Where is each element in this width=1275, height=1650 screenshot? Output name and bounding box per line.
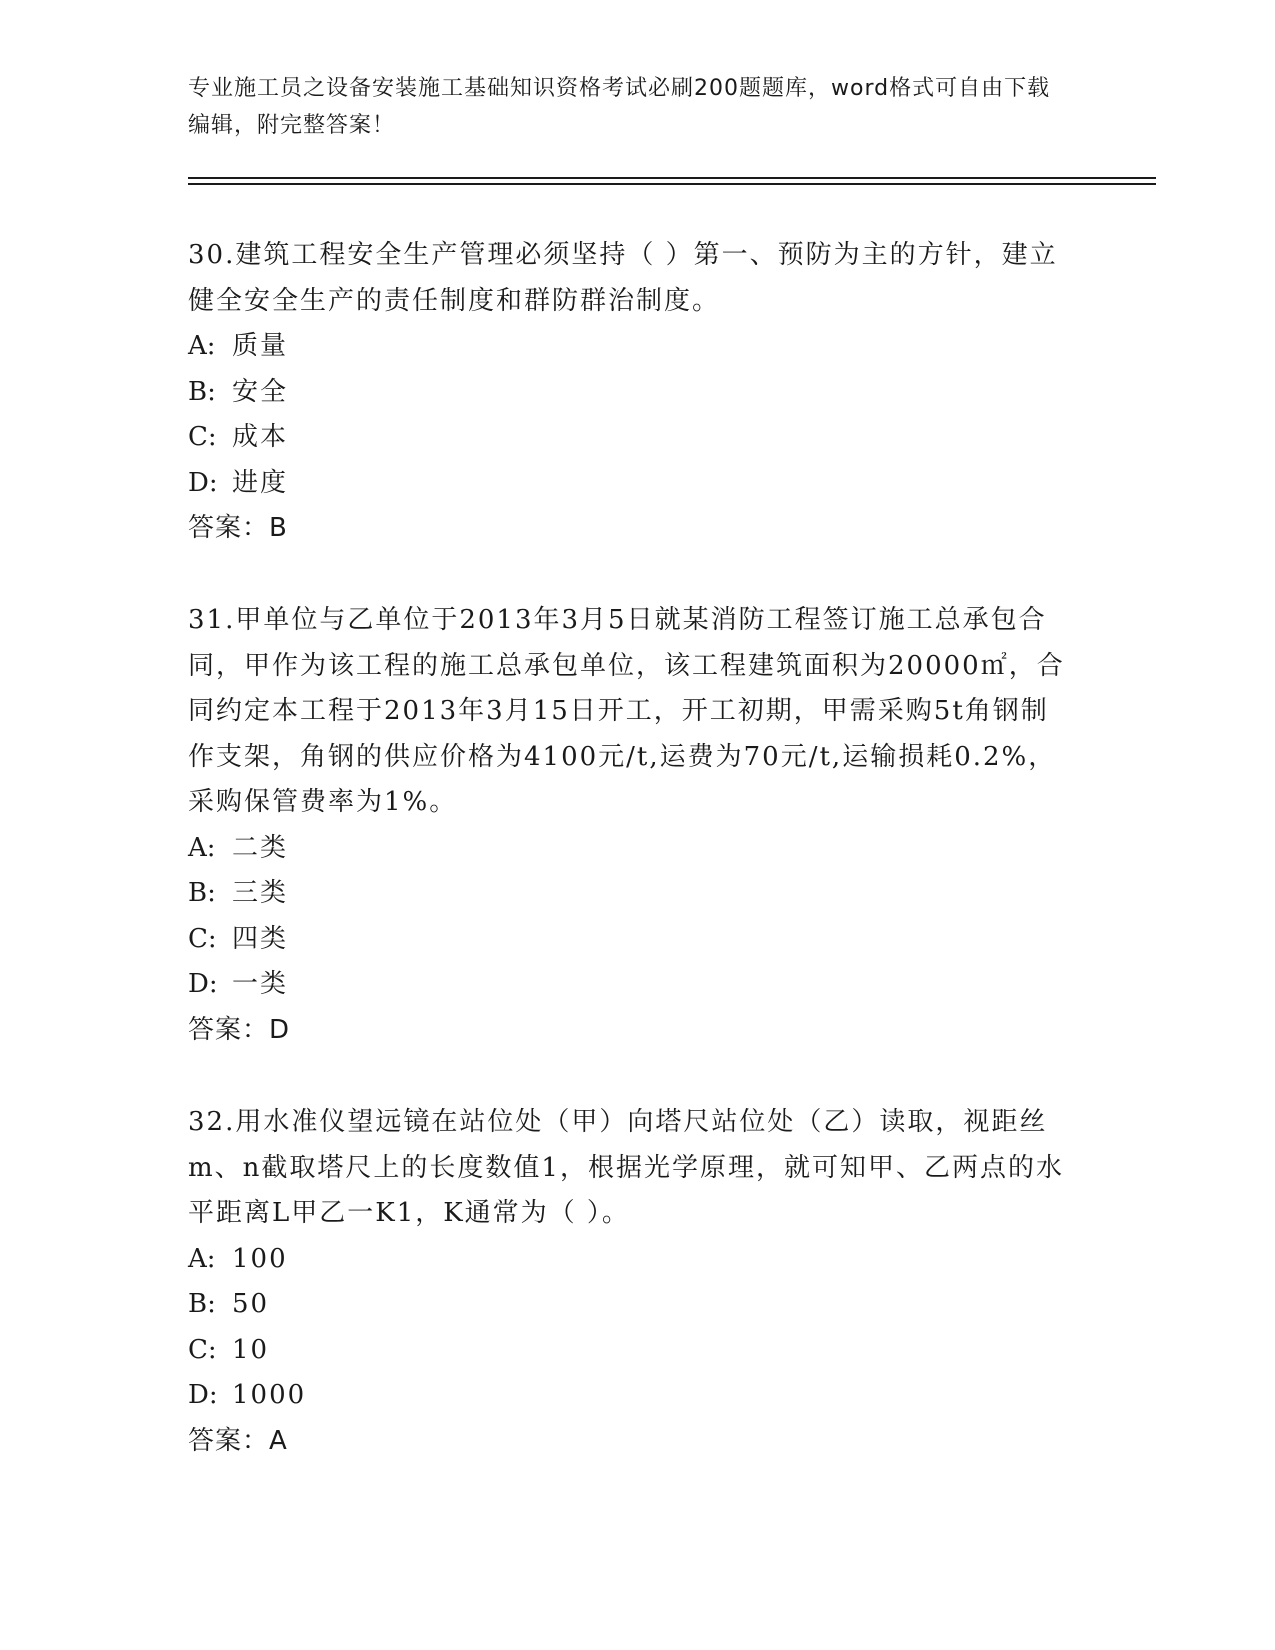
option-label: B: <box>188 1289 216 1319</box>
option-label: B: <box>188 376 216 407</box>
option-text: 一类 <box>232 969 289 999</box>
option-c <box>188 415 1068 461</box>
answer-line: 答案：D <box>188 1014 291 1045</box>
document-header: 专业施工员之设备安装施工基础知识资格考试必刷200题题库，word格式可自由下载编辑，附完整答案！ <box>188 76 1051 138</box>
option-d <box>188 962 1068 1008</box>
option-a <box>188 324 1068 370</box>
option-a <box>188 826 1068 872</box>
option-text: 100 <box>232 1243 288 1274</box>
option-text: 1000 <box>232 1380 307 1410</box>
option-label: B: <box>188 878 216 908</box>
header-divider-top <box>188 177 1156 179</box>
question-stem: 31.甲单位与乙单位于2013年3月5日就某消防工程签订施工总承包合同，甲作为该工程的施工总承包单位，该工程建筑面积为20000㎡，合同约定本工程于2013年3月15日开工，开工初期，甲需采购5t角钢制作支架，角钢的供应价格为4100元/t,运费为70元/t,运输损耗0.2%，采购保管费率为1%。 <box>188 605 1065 817</box>
option-label: C: <box>188 923 217 954</box>
option-text: 二类 <box>232 832 289 863</box>
answer-line: 答案：A <box>188 1425 288 1456</box>
option-d <box>188 461 1068 507</box>
option-text: 安全 <box>232 376 289 407</box>
option-text: 成本 <box>232 422 289 452</box>
option-text: 质量 <box>232 331 289 361</box>
option-b <box>188 1282 1068 1328</box>
question-stem: 32.用水准仪望远镜在站位处（甲）向塔尺站位处（乙）读取，视距丝m、n截取塔尺上的长度数值1，根据光学原理，就可知甲、乙两点的水平距离L甲乙一K1，K通常为（ ）。 <box>188 1107 1064 1228</box>
answer-line: 答案：B <box>188 513 288 543</box>
option-label: D: <box>188 969 218 999</box>
option-c <box>188 917 1068 963</box>
option-label: C: <box>188 1334 217 1365</box>
option-text: 四类 <box>232 923 289 954</box>
option-b <box>188 871 1068 917</box>
option-d <box>188 1373 1068 1419</box>
option-label: A: <box>188 832 216 863</box>
option-text: 进度 <box>232 467 289 498</box>
option-label: D: <box>188 467 218 498</box>
question-stem: 30.建筑工程安全生产管理必须坚持（ ）第一、预防为主的方针，建立健全安全生产的责任制度和群防群治制度。 <box>188 240 1058 316</box>
option-a <box>188 1237 1068 1283</box>
question-31 <box>188 598 1068 1053</box>
header-divider-bottom <box>188 183 1156 185</box>
option-text: 10 <box>232 1334 270 1365</box>
option-label: A: <box>188 1243 216 1274</box>
option-c <box>188 1328 1068 1374</box>
option-text: 三类 <box>232 878 289 908</box>
option-text: 50 <box>232 1289 270 1319</box>
option-label: D: <box>188 1380 218 1410</box>
question-30 <box>188 233 1068 552</box>
question-32 <box>188 1100 1068 1464</box>
option-label: C: <box>188 422 217 452</box>
option-label: A: <box>188 331 216 361</box>
option-b <box>188 370 1068 416</box>
